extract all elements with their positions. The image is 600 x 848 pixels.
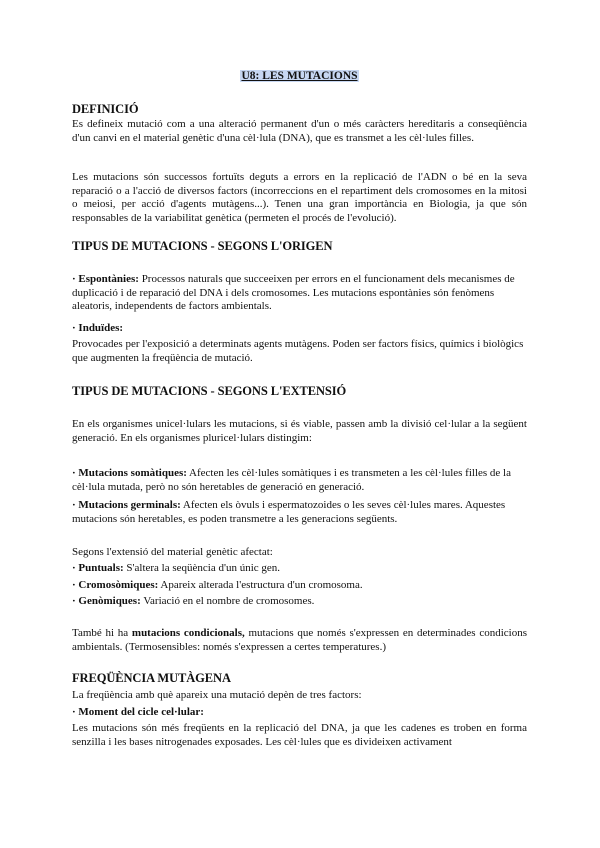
term-genomiques: · Genòmiques: [72,595,141,607]
origen-induides-term [72,322,527,336]
definicio-paragraph-1: Es defineix mutació com a una alteració permanent d'un o més caràcters hereditaris a conseqüència d'un canvi en el material genètic d'una cèl·lula (DNA), que es transmet a les cèl·lules filles. [72,118,527,144]
term-somatiques: · Mutacions somàtiques: [72,467,187,479]
item-genomiques [72,595,527,609]
origen-espontanies [72,273,527,314]
desc-puntuals: S'altera la seqüència d'un únic gen. [123,562,281,574]
origen-induides-desc: Provocades per l'exposició a determinats agents mutàgens. Poden ser factors físics, químics i biològics que augmenten la freqüència de mutació. [72,338,524,364]
mutacions-condicionals: També hi ha mutacions condicionals, mutacions que només s'expressen en determinades condicions ambientals. (Termosensibles: només s'expressen a certes temperatures.) [72,627,527,653]
item-cromosomiques [72,579,527,593]
frequencia-intro: La freqüència amb què apareix una mutació depèn de tres factors: [72,689,362,701]
term-moment-cicle: · Moment del cicle cel·lular: [72,706,204,718]
desc-genomiques: Variació en el nombre de cromosomes. [140,595,315,607]
item-moment-desc: Les mutacions són més freqüents en la replicació del DNA, ja que les cadenes es troben en forma senzilla i les bases nitrogenades exposades. Les cèl·lules que es divideixen activament [72,722,527,748]
term-germinals: · Mutacions germinals: [72,499,181,511]
term-puntuals: · Puntuals: [72,562,124,574]
heading-frequencia: FREQÜÈNCIA MUTÀGENA [72,671,231,685]
term-condicionals: mutacions condicionals, [131,627,245,639]
desc-cromosomiques: Apareix alterada l'estructura d'un cromosoma. [158,579,363,591]
desc-espontanies: Processos naturals que succeeixen per errors en el funcionament dels mecanismes de duplicació i de reparació del DNA i dels cromosomes. Les mutacions espontànies són fenòmens aleatoris, independents de factors ambientals. [72,273,515,312]
item-moment-term [72,706,527,720]
desc-somatiques: Afecten les cèl·lules somàtiques i es transmeten a les cèl·lules filles de la cèl·lula mutada, però no són heretables de generació en generació. [72,467,511,493]
extensio-material-intro: Segons l'extensió del material genètic afectat: [72,546,273,558]
term-cromosomiques: · Cromosòmiques: [72,579,159,591]
item-puntuals [72,562,527,576]
heading-tipus-extensio: TIPUS DE MUTACIONS - SEGONS L'EXTENSIÓ [72,384,347,398]
heading-definicio: DEFINICIÓ [72,102,139,116]
item-somatiques [72,467,527,494]
document-title: U8: LES MUTACIONS [241,70,358,82]
extensio-intro: En els organismes unicel·lulars les mutacions, si és viable, passen amb la divisió cel·lular a la següent generació. En els organismes pluricel·lulars distingim: [72,418,527,444]
item-germinals [72,499,527,526]
term-espontanies: · Espontànies: [72,273,139,285]
definicio-paragraph-2: Les mutacions són successos fortuïts deguts a errors en la replicació de l'ADN o bé en la seva reparació o a l'acció de diversos factors (incorreccions en el repartiment dels cromosomes en la mitosi o meiosi, per acció d'agents mutàgens...). Tenen una gran importància en Biologia, ja que són responsables de la variabilitat genètica (permeten el procés de l'evolució). [72,171,527,224]
desc-germinals: Afecten els òvuls i espermatozoides o les seves cèl·lules mares. Aquestes mutacions són heretables, es poden transmetre a les generacions següents. [72,499,506,525]
term-induides: · Induïdes: [72,322,124,334]
heading-tipus-origen: TIPUS DE MUTACIONS - SEGONS L'ORIGEN [72,239,333,253]
